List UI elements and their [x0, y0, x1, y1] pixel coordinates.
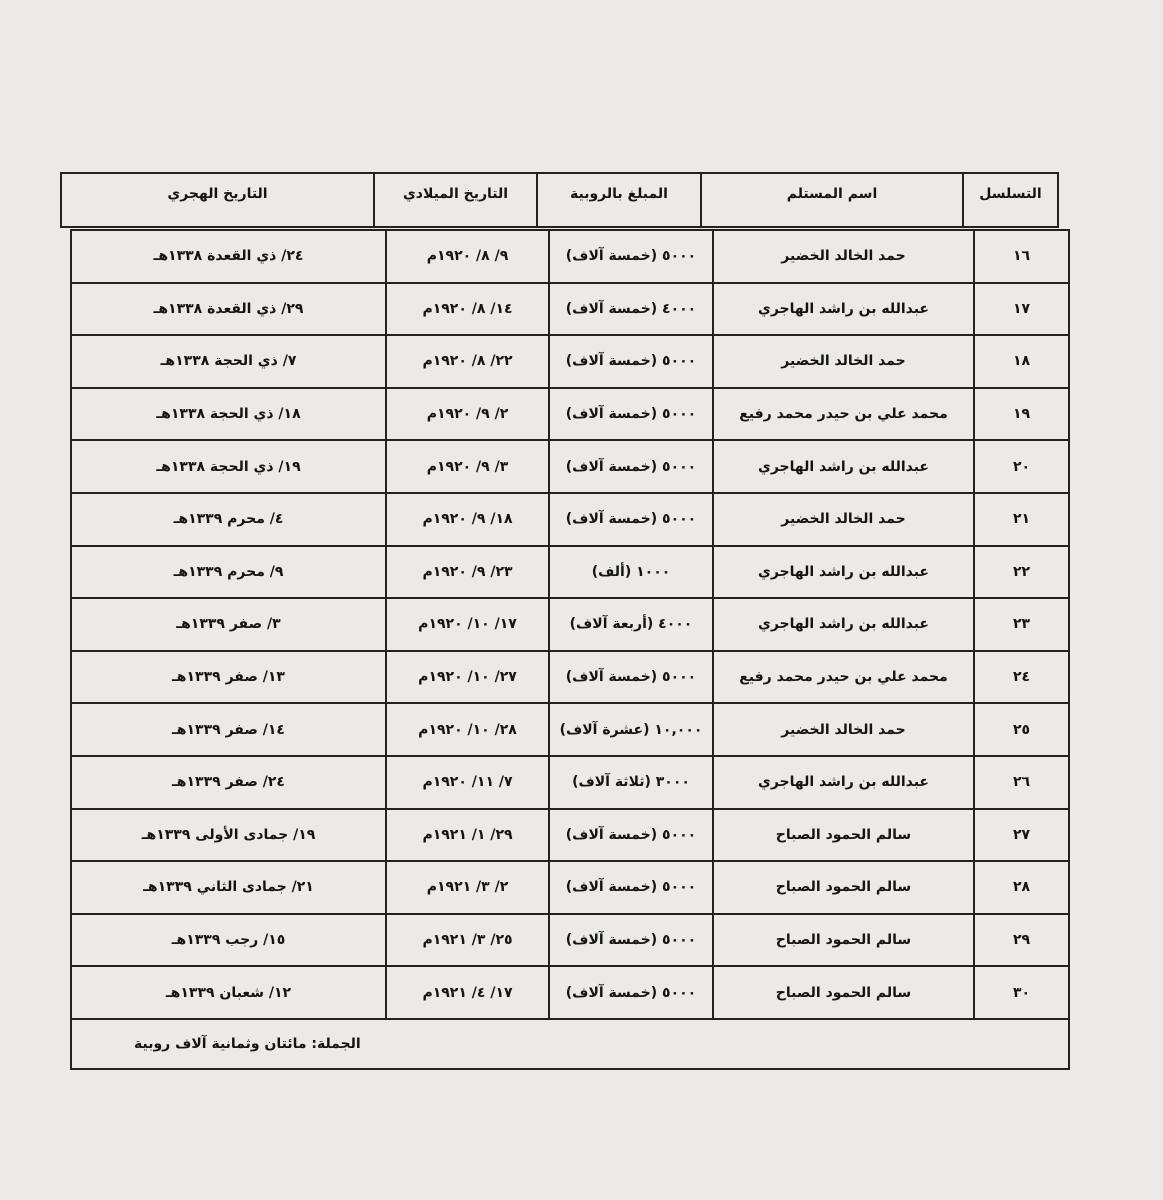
table-row — [71, 756, 1069, 809]
cell-gregorian: ١٨/ ٩/ ١٩٢٠م — [386, 493, 549, 546]
table-row — [71, 388, 1069, 441]
cell-gregorian: ٢/ ٣/ ١٩٢١م — [386, 861, 549, 914]
table-row — [71, 809, 1069, 862]
cell-amount: ٥٠٠٠ (خمسة آلاف) — [549, 335, 713, 388]
cell-gregorian: ٣/ ٩/ ١٩٢٠م — [386, 440, 549, 493]
cell-name: عبدالله بن راشد الهاجري — [713, 440, 974, 493]
cell-hijri: ١٤/ صفر ١٣٣٩هـ — [71, 703, 386, 756]
cell-gregorian: ٢٨/ ١٠/ ١٩٢٠م — [386, 703, 549, 756]
cell-name: عبدالله بن راشد الهاجري — [713, 546, 974, 599]
header-recipient-name: اسم المستلم — [701, 173, 963, 227]
cell-serial: ٣٠ — [974, 966, 1069, 1019]
cell-gregorian: ٩/ ٨/ ١٩٢٠م — [386, 230, 549, 283]
cell-hijri: ٢٩/ ذي القعدة ١٣٣٨هـ — [71, 283, 386, 336]
cell-name: عبدالله بن راشد الهاجري — [713, 283, 974, 336]
cell-gregorian: ٢٣/ ٩/ ١٩٢٠م — [386, 546, 549, 599]
cell-gregorian: ٢/ ٩/ ١٩٢٠م — [386, 388, 549, 441]
table-row — [71, 335, 1069, 388]
cell-name: حمد الخالد الخضير — [713, 335, 974, 388]
cell-gregorian: ١٧/ ١٠/ ١٩٢٠م — [386, 598, 549, 651]
cell-amount: ١٠,٠٠٠ (عشرة آلاف) — [549, 703, 713, 756]
payments-table — [70, 229, 1070, 1070]
cell-name: حمد الخالد الخضير — [713, 493, 974, 546]
cell-serial: ٢٣ — [974, 598, 1069, 651]
cell-hijri: ٢٤/ ذي القعدة ١٣٣٨هـ — [71, 230, 386, 283]
cell-hijri: ٤/ محرم ١٣٣٩هـ — [71, 493, 386, 546]
cell-serial: ٢٢ — [974, 546, 1069, 599]
cell-hijri: ١٣/ صفر ١٣٣٩هـ — [71, 651, 386, 704]
cell-serial: ٢٠ — [974, 440, 1069, 493]
cell-amount: ١٠٠٠ (ألف) — [549, 546, 713, 599]
cell-amount: ٥٠٠٠ (خمسة آلاف) — [549, 230, 713, 283]
table-row — [71, 861, 1069, 914]
cell-serial: ١٨ — [974, 335, 1069, 388]
total-row — [71, 1019, 1069, 1069]
cell-serial: ٢٥ — [974, 703, 1069, 756]
cell-amount: ٥٠٠٠ (خمسة آلاف) — [549, 809, 713, 862]
cell-amount: ٥٠٠٠ (خمسة آلاف) — [549, 388, 713, 441]
table-row — [71, 651, 1069, 704]
total-text: الجملة: مائتان وثمانية آلاف روبية — [134, 1035, 361, 1052]
cell-hijri: ٩/ محرم ١٣٣٩هـ — [71, 546, 386, 599]
cell-gregorian: ٢٩/ ١/ ١٩٢١م — [386, 809, 549, 862]
total-cell — [71, 1019, 1069, 1069]
table-row — [71, 546, 1069, 599]
table-row — [71, 914, 1069, 967]
cell-serial: ٢٤ — [974, 651, 1069, 704]
cell-serial: ٢٨ — [974, 861, 1069, 914]
cell-amount: ٥٠٠٠ (خمسة آلاف) — [549, 493, 713, 546]
header-row — [61, 173, 1058, 227]
table-row — [71, 440, 1069, 493]
cell-amount: ٤٠٠٠ (خمسة آلاف) — [549, 283, 713, 336]
cell-name: سالم الحمود الصباح — [713, 966, 974, 1019]
cell-hijri: ١٢/ شعبان ١٣٣٩هـ — [71, 966, 386, 1019]
cell-gregorian: ٧/ ١١/ ١٩٢٠م — [386, 756, 549, 809]
cell-serial: ٢٩ — [974, 914, 1069, 967]
cell-amount: ٣٠٠٠ (ثلاثة آلاف) — [549, 756, 713, 809]
cell-name: سالم الحمود الصباح — [713, 809, 974, 862]
cell-hijri: ٢١/ جمادى الثاني ١٣٣٩هـ — [71, 861, 386, 914]
cell-name: عبدالله بن راشد الهاجري — [713, 756, 974, 809]
cell-gregorian: ٢٢/ ٨/ ١٩٢٠م — [386, 335, 549, 388]
cell-name: محمد علي بن حيدر محمد رفيع — [713, 388, 974, 441]
cell-amount: ٥٠٠٠ (خمسة آلاف) — [549, 440, 713, 493]
cell-serial: ٢١ — [974, 493, 1069, 546]
cell-serial: ٢٦ — [974, 756, 1069, 809]
cell-hijri: ٣/ صفر ١٣٣٩هـ — [71, 598, 386, 651]
cell-name: عبدالله بن راشد الهاجري — [713, 598, 974, 651]
header-gregorian-date: التاريخ الميلادي — [374, 173, 537, 227]
header-hijri-date: التاريخ الهجري — [61, 173, 374, 227]
table-row — [71, 966, 1069, 1019]
header-amount: المبلغ بالروبية — [537, 173, 701, 227]
cell-name: حمد الخالد الخضير — [713, 703, 974, 756]
cell-serial: ١٧ — [974, 283, 1069, 336]
cell-hijri: ١٩/ جمادى الأولى ١٣٣٩هـ — [71, 809, 386, 862]
cell-hijri: ٧/ ذي الحجة ١٣٣٨هـ — [71, 335, 386, 388]
cell-hijri: ١٩/ ذي الحجة ١٣٣٨هـ — [71, 440, 386, 493]
cell-amount: ٤٠٠٠ (أربعة آلاف) — [549, 598, 713, 651]
table-row — [71, 230, 1069, 283]
table-row — [71, 283, 1069, 336]
cell-gregorian: ٢٧/ ١٠/ ١٩٢٠م — [386, 651, 549, 704]
cell-serial: ١٩ — [974, 388, 1069, 441]
cell-hijri: ٢٤/ صفر ١٣٣٩هـ — [71, 756, 386, 809]
cell-hijri: ١٨/ ذي الحجة ١٣٣٨هـ — [71, 388, 386, 441]
table-row — [71, 703, 1069, 756]
table-row — [71, 493, 1069, 546]
cell-hijri: ١٥/ رجب ١٣٣٩هـ — [71, 914, 386, 967]
cell-gregorian: ١٤/ ٨/ ١٩٢٠م — [386, 283, 549, 336]
cell-name: سالم الحمود الصباح — [713, 861, 974, 914]
cell-amount: ٥٠٠٠ (خمسة آلاف) — [549, 861, 713, 914]
cell-amount: ٥٠٠٠ (خمسة آلاف) — [549, 966, 713, 1019]
cell-gregorian: ١٧/ ٤/ ١٩٢١م — [386, 966, 549, 1019]
table-row — [71, 598, 1069, 651]
cell-gregorian: ٢٥/ ٣/ ١٩٢١م — [386, 914, 549, 967]
table-header — [60, 172, 1059, 228]
cell-serial: ١٦ — [974, 230, 1069, 283]
cell-amount: ٥٠٠٠ (خمسة آلاف) — [549, 651, 713, 704]
cell-name: حمد الخالد الخضير — [713, 230, 974, 283]
cell-name: محمد علي بن حيدر محمد رفيع — [713, 651, 974, 704]
cell-name: سالم الحمود الصباح — [713, 914, 974, 967]
cell-serial: ٢٧ — [974, 809, 1069, 862]
cell-amount: ٥٠٠٠ (خمسة آلاف) — [549, 914, 713, 967]
header-serial: التسلسل — [963, 173, 1058, 227]
